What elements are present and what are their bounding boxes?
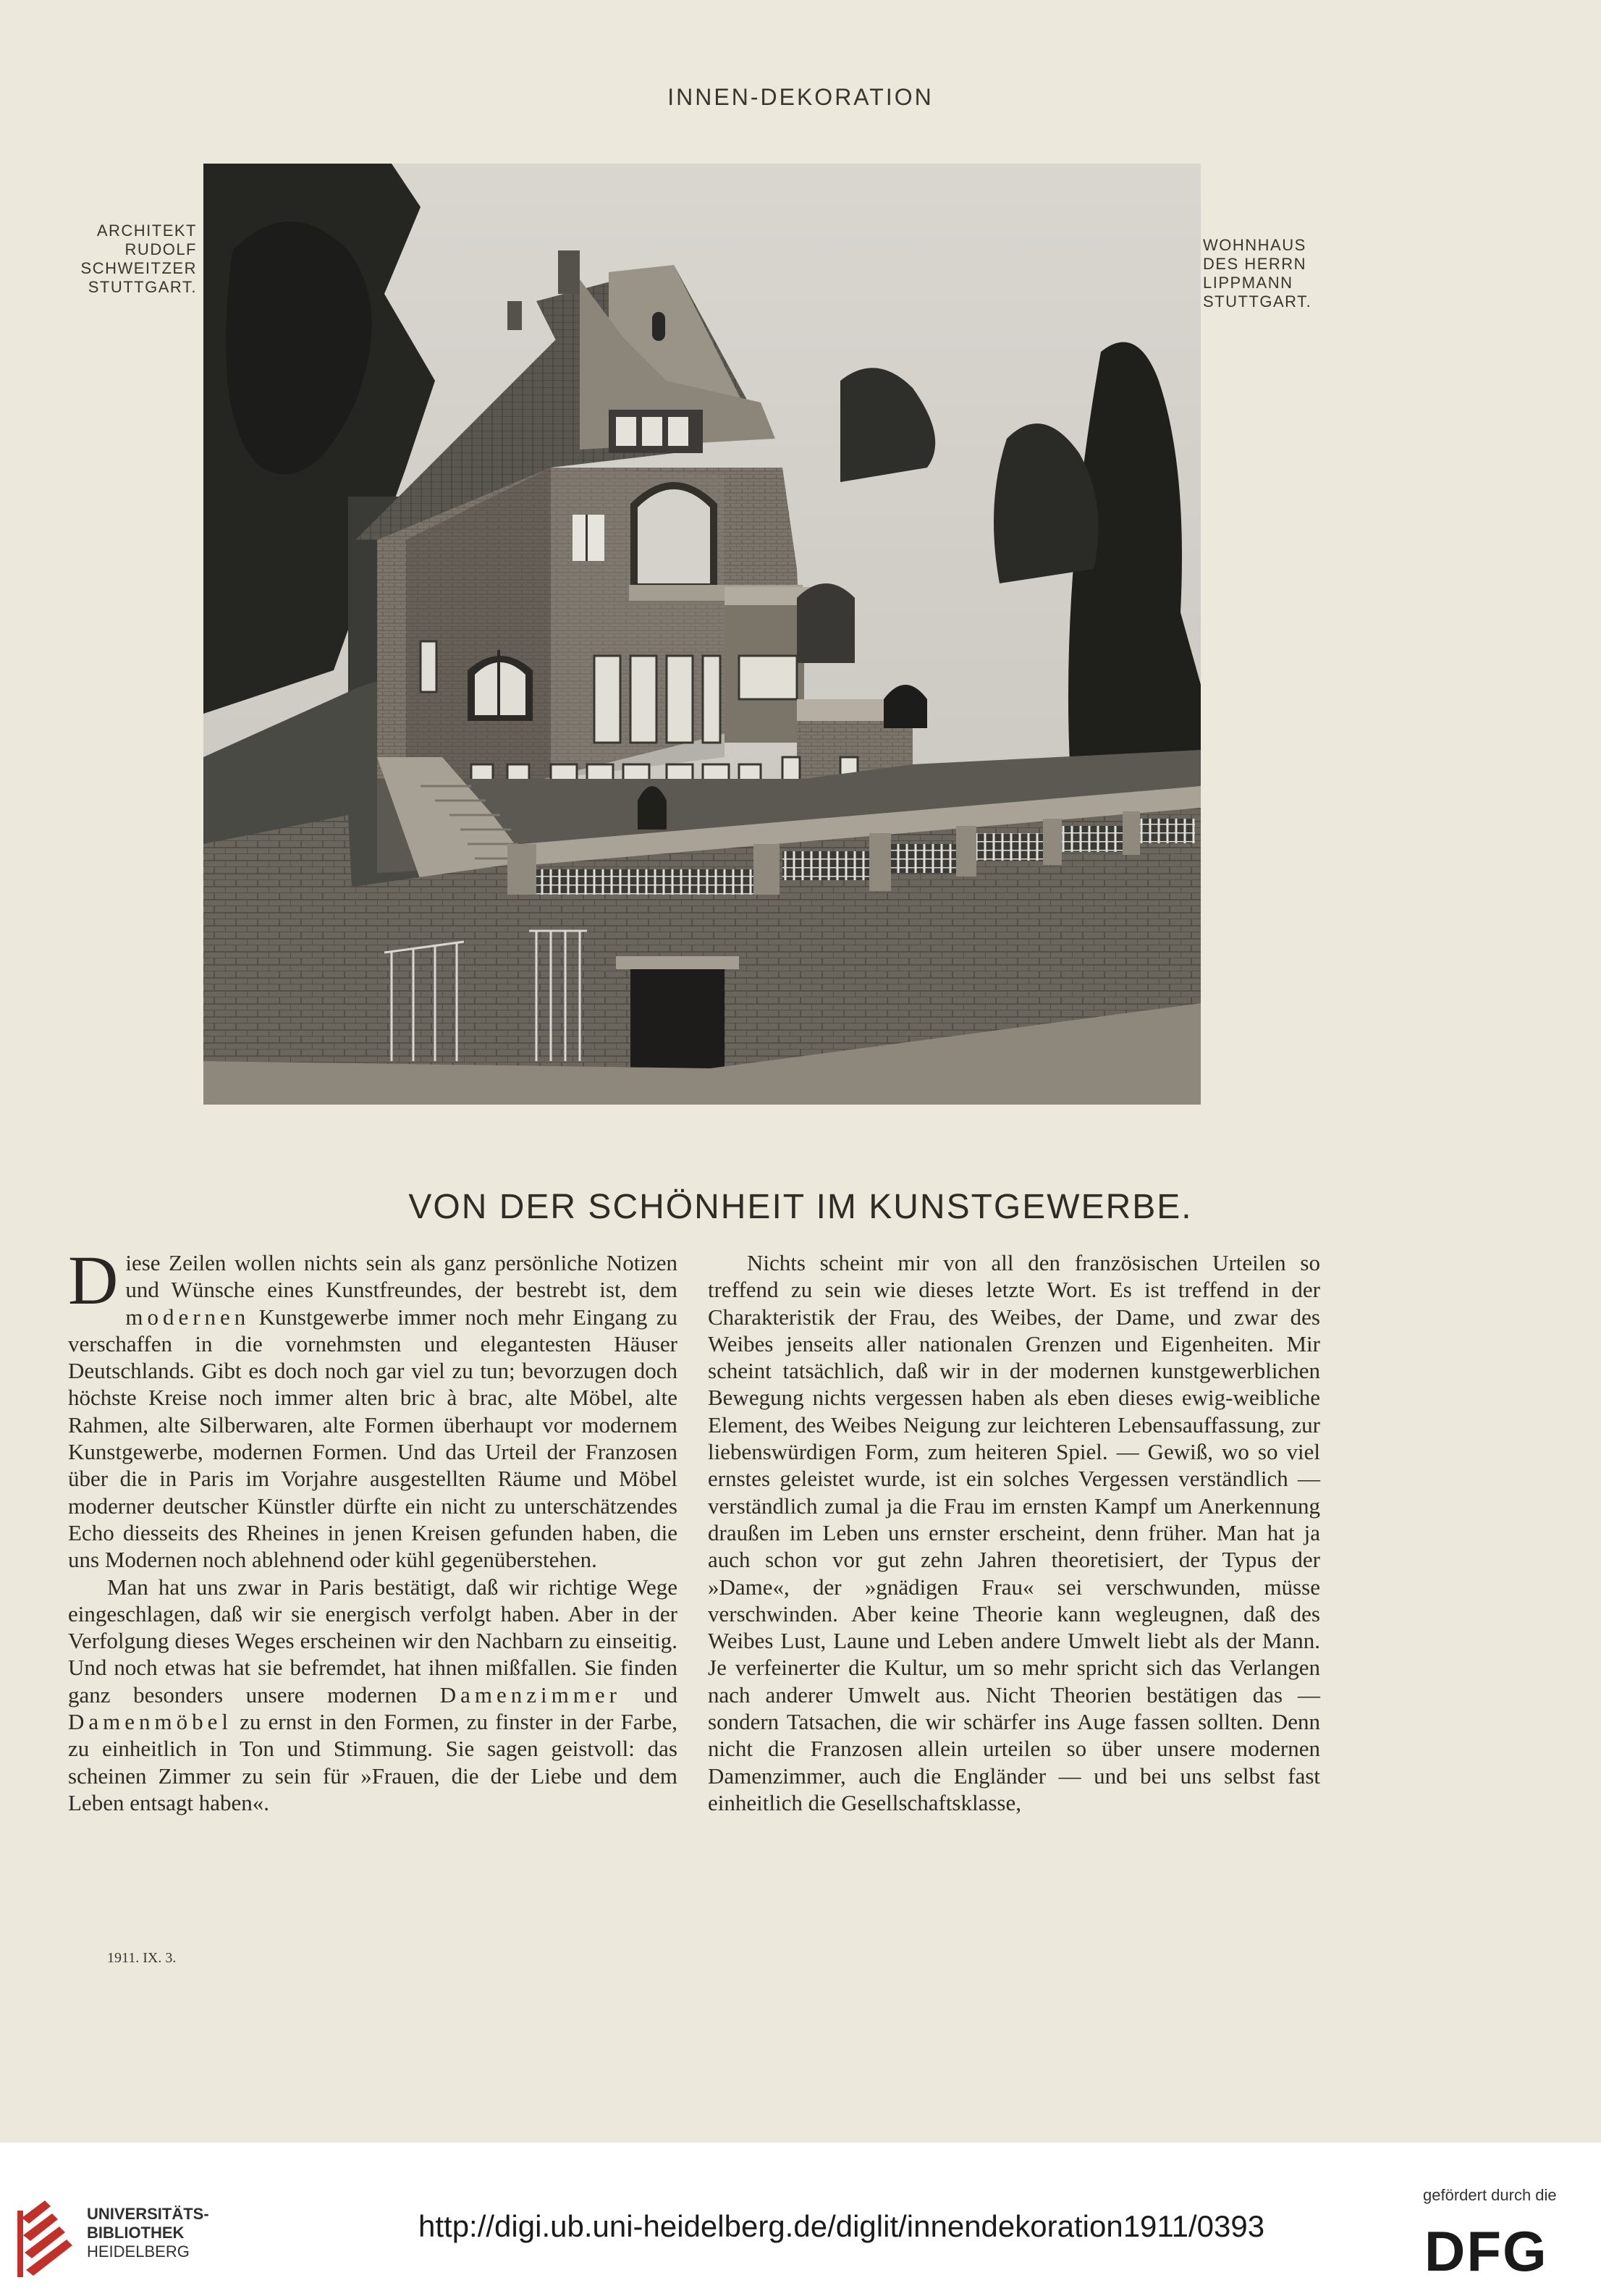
article-column-left: [68, 1241, 677, 1816]
sponsor-note: gefördert durch die: [1423, 2186, 1557, 2204]
library-logo-icon: [16, 2196, 77, 2280]
dfg-logo: DFG: [1424, 2219, 1548, 2283]
text-run: und: [620, 1681, 677, 1708]
text-run: Man hat uns zwar in Paris bestätigt, daß wir richtige Wege eingeschlagen, daß wir sie energisch verfolgt haben. Aber in der Verfolgung dieses Weges erscheinen wir den Nachbarn zu einseitig. Und noch etwas hat sie befremdet, hat ihnen mißfallen. Sie finden ganz besonders unsere modernen: [68, 1574, 677, 1708]
running-header: INNEN-DEKORATION: [667, 84, 934, 110]
caption-line: ARCHITEKT: [96, 221, 197, 240]
caption-line: DES HERRN: [1203, 255, 1307, 273]
library-name-line: BIBLIOTHEK: [87, 2224, 185, 2242]
text-run: iese Zeilen wollen nichts sein als ganz persönliche Notizen und Wünsche eines Kunstfreundes, der bestrebt ist, dem: [125, 1250, 677, 1303]
photo-caption-house: [1203, 236, 1348, 311]
house-illustration: [203, 164, 1201, 1105]
house-photograph: [203, 164, 1201, 1105]
library-name-line: HEIDELBERG: [87, 2242, 190, 2261]
caption-line: WOHNHAUS: [1203, 236, 1306, 254]
library-name: [87, 2205, 209, 2261]
text-run: Kunstgewerbe immer noch mehr Eingang zu verschaffen in die vornehmsten und elegantesten Häuser Deutschlands. Gibt es doch noch gar viel zu tun; bevorzugen doch höchste Kreise noch immer alten bric à brac, alte Möbel, alte Rahmen, alte Silberwaren, alte Formen überhaupt vor modernem Kunstgewerbe, modernen Formen. Und das Urteil der Franzosen über die in Paris im Vorjahre ausgestellten Räume und Möbel moderner deutscher Künstler dürfte ein nicht zu unterschätzendes Echo diesseits des Rheines in jenen Kreisen gefunden haben, die uns Modernen noch ablehnend oder kühl gegenüberstehen.: [68, 1304, 677, 1573]
text-run: zu ernst in den Formen, zu finster in der Farbe, zu einheitlich in Ton und Stimmung. Sie sagen geistvoll: das scheinen Zimmer zu sein für »Frauen, die der Liebe und dem Leben entsagt haben«.: [68, 1709, 677, 1815]
emphasis-spaced: modernen: [125, 1304, 250, 1330]
emphasis-spaced: Damenmöbel: [68, 1709, 233, 1735]
caption-line: RUDOLF: [124, 240, 197, 258]
caption-line: SCHWEITZER: [80, 259, 197, 277]
permalink[interactable]: http://digi.ub.uni-heidelberg.de/diglit/innendekoration1911/0393: [418, 2209, 1265, 2243]
caption-line: LIPPMANN: [1203, 274, 1293, 292]
drop-cap: D: [68, 1241, 119, 1319]
paragraph: [68, 1241, 677, 1574]
caption-line: STUTTGART.: [88, 278, 197, 296]
article-title: VON DER SCHÖNHEIT IM KUNSTGEWERBE.: [408, 1188, 1193, 1226]
article-column-right: [708, 1249, 1320, 1816]
library-name-line: UNIVERSITÄTS-: [87, 2205, 209, 2223]
caption-line: STUTTGART.: [1203, 292, 1312, 311]
paragraph: [68, 1574, 677, 1817]
emphasis-spaced: Damenzimmer: [439, 1681, 621, 1708]
photo-caption-architect: [43, 221, 197, 297]
paragraph: Nichts scheint mir von all den französischen Urteilen so treffend zu sein wie dieses letzte Wort. Es ist treffend in der Charakteristik der Frau, des Weibes, der Dame, und zwar des Weibes jenseits aller nationalen Grenzen und Eigenheiten. Mir scheint tatsächlich, daß wir in der modernen kunstgewerblichen Bewegung nichts vergessen haben als eben dieses ewig-weibliche Element, des Weibes Neigung zur leichteren Lebensauffassung, zur liebenswürdigen Form, zum heiteren Spiel. — Gewiß, wo so viel ernstes geleistet wurde, ist ein solches Vergessen verständlich — verständlich zumal ja die Frau im ernsten Kampf um Anerkennung draußen im Leben uns ernster erscheint, denn früher. Man hat ja auch schon vor gut zehn Jahren theoretisiert, der Typus der »Dame«, der »gnädigen Frau« sei verschwunden, müsse verschwinden. Aber keine Theorie kann wegleugnen, daß des Weibes Lust, Laune und Leben andere Umwelt liebt als der Mann. Je verfeinerter die Kultur, um so mehr spricht sich das Verlangen nach anderer Umwelt aus. Nicht Theorien bestätigen das — sondern Tatsachen, die wir schärfer ins Auge fassen sollten. Denn nicht die Franzosen allein urteilen so über unsere modernen Damenzimmer, auch die Engländer — und bei uns selbst fast einheitlich die Gesellschaftsklasse,: [708, 1250, 1320, 1815]
signature-mark: 1911. IX. 3.: [107, 1950, 177, 1966]
